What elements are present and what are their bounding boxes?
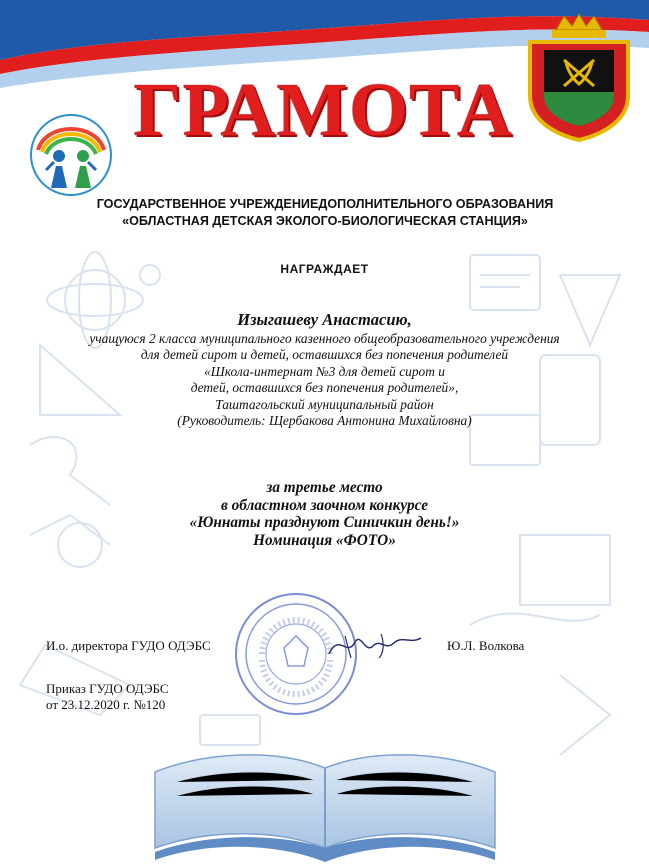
signatory-position: И.о. директора ГУДО ОДЭБС bbox=[46, 638, 211, 653]
certificate-title: ГРАМОТА bbox=[133, 68, 513, 152]
recipient-name: Изыгашеву Анастасию, bbox=[237, 310, 412, 329]
order-reference bbox=[46, 681, 169, 713]
order-line-1: Приказ ГУДО ОДЭБС bbox=[46, 681, 169, 696]
kemerovo-coat-of-arms bbox=[524, 12, 634, 142]
achievement-line: в областном заочном конкурсе bbox=[220, 496, 429, 514]
awards-label: НАГРАЖДАЕТ bbox=[280, 262, 369, 276]
details-line: Таштагольский муниципальный район bbox=[215, 396, 434, 412]
recipient-details bbox=[0, 331, 649, 429]
details-line: для детей сирот и детей, оставшихся без попечения родителей bbox=[140, 347, 509, 363]
open-book-illustration bbox=[145, 738, 505, 864]
details-line: «Школа-интернат №3 для детей сирот и bbox=[204, 363, 445, 379]
organization-name bbox=[40, 196, 610, 230]
achievement-line: «Юннаты празднуют Синичкин день!» bbox=[189, 514, 460, 532]
handwritten-signature bbox=[325, 624, 425, 664]
organization-line-2: «ОБЛАСТНАЯ ДЕТСКАЯ ЭКОЛОГО-БИОЛОГИЧЕСКАЯ СТАНЦИЯ» bbox=[122, 214, 528, 228]
achievement-block bbox=[0, 479, 649, 549]
achievement-line: за третье место bbox=[266, 479, 383, 496]
organization-line-1: ГОСУДАРСТВЕННОЕ УЧРЕЖДЕНИЕДОПОЛНИТЕЛЬНОГО ОБРАЗОВАНИЯ bbox=[96, 197, 554, 211]
details-line: (Руководитель: Щербакова Антонина Михайловна) bbox=[177, 413, 472, 429]
signatory-name: Ю.Л. Волкова bbox=[447, 638, 525, 653]
achievement-line: Номинация «ФОТО» bbox=[253, 531, 396, 549]
eco-station-logo bbox=[26, 110, 116, 200]
details-line: учащуюся 2 класса муниципального казенного общеобразовательного учреждения bbox=[89, 331, 560, 346]
details-line: детей, оставшихся без попечения родителей», bbox=[190, 380, 459, 396]
order-line-2: от 23.12.2020 г. №120 bbox=[46, 697, 166, 712]
